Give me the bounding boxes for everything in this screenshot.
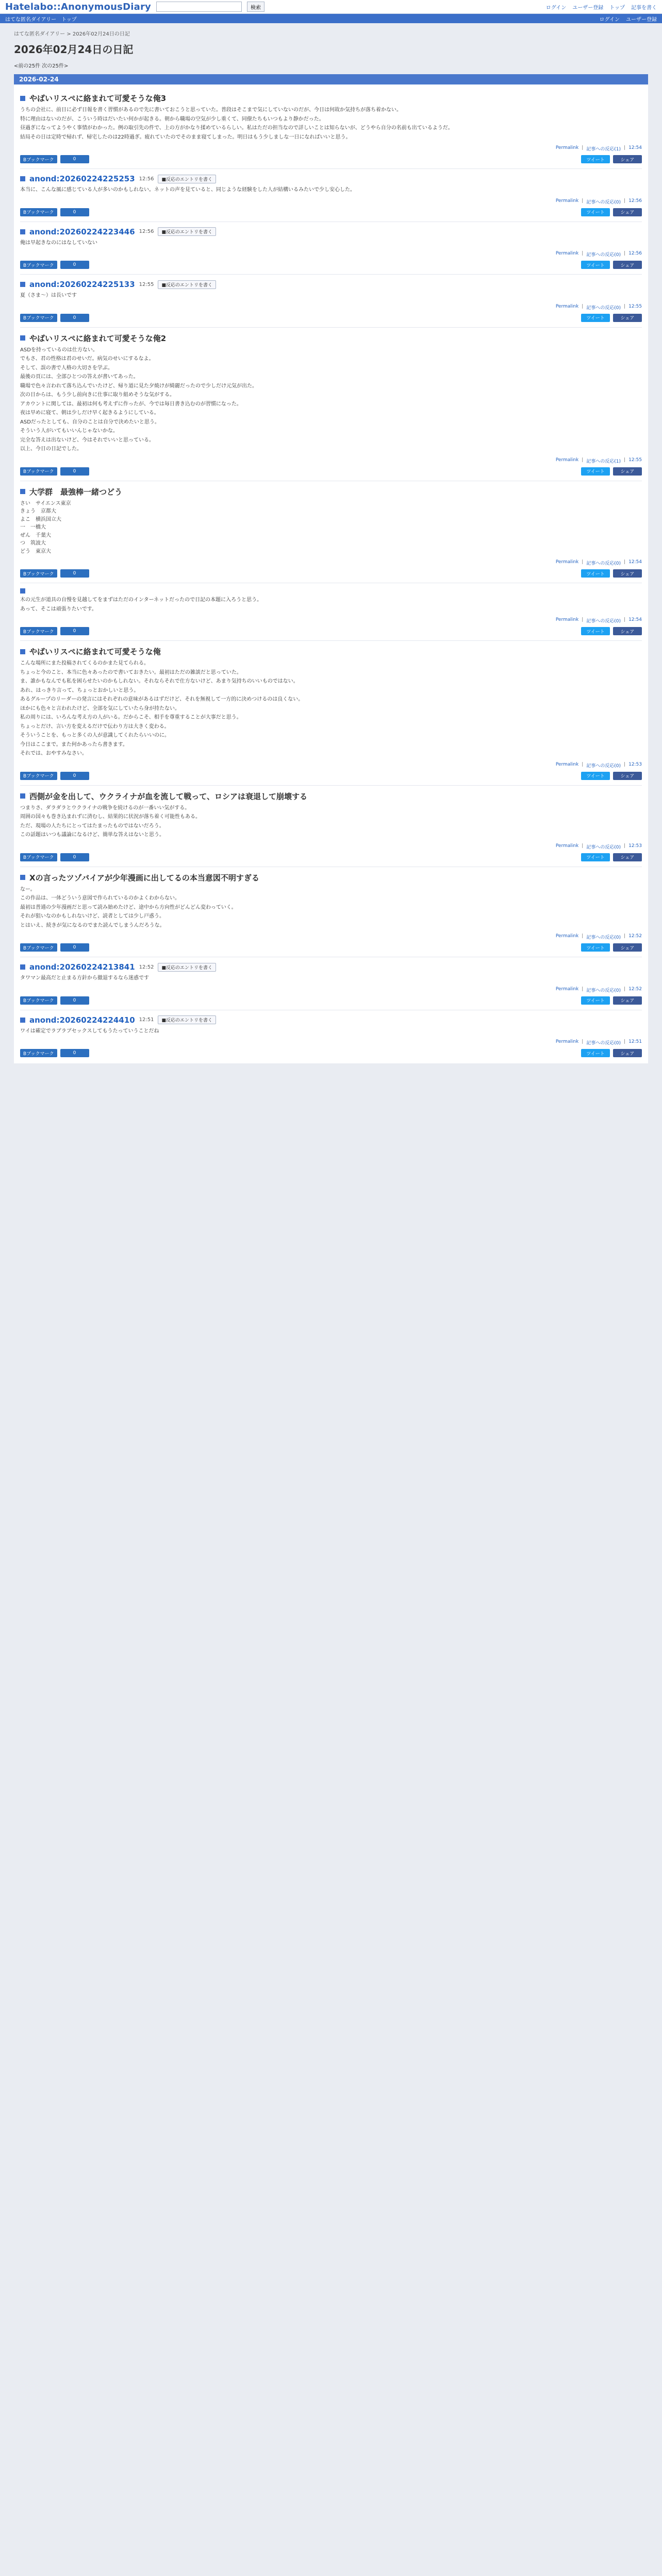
permalink[interactable]: Permalink bbox=[555, 198, 579, 204]
entry bbox=[20, 275, 642, 328]
entry-body bbox=[20, 240, 642, 247]
entry-header bbox=[20, 1015, 642, 1025]
share-left bbox=[20, 314, 89, 322]
share-left bbox=[20, 467, 89, 476]
entry-paragraph: こんな場所にまた投稿されてくるのかまた見てられる。 bbox=[20, 660, 149, 666]
bookmark-count[interactable]: 0 bbox=[60, 1049, 89, 1057]
entry-paragraph: 周囲の国々も巻き込まれずに済むし、結果的に状況が落ち着く可能性もある。 bbox=[20, 814, 201, 820]
share-right bbox=[581, 208, 642, 216]
entry-meta: Permalink | 記事への反応(0) | 12:51 bbox=[555, 1039, 642, 1046]
bookmark-button[interactable]: Bブックマーク bbox=[20, 208, 57, 216]
list-item: よこ 横浜国立大 bbox=[20, 516, 61, 522]
write-reaction-button[interactable]: ■反応のエントリを書く bbox=[158, 963, 216, 972]
share-bar bbox=[20, 627, 642, 635]
share-button[interactable]: シェア bbox=[613, 627, 642, 635]
entry-title: 西側が金を出して、ウクライナが血を流して戦って、ロシアは衰退して崩壊する bbox=[29, 791, 307, 801]
entry-time: 12:52 bbox=[628, 934, 642, 939]
entry-body bbox=[20, 187, 642, 194]
bookmark-count[interactable]: 0 bbox=[60, 943, 89, 952]
tweet-button[interactable]: ツイート bbox=[581, 569, 610, 578]
share-button[interactable]: シェア bbox=[613, 467, 642, 476]
section-bullet-icon bbox=[20, 964, 25, 970]
reactions-link[interactable]: 記事への反応(0) bbox=[586, 935, 621, 940]
section-bullet-icon bbox=[20, 1018, 25, 1023]
share-bar bbox=[20, 569, 642, 578]
share-bar bbox=[20, 155, 642, 163]
tweet-button[interactable]: ツイート bbox=[581, 155, 610, 163]
tweet-button[interactable]: ツイート bbox=[581, 261, 610, 269]
bookmark-button[interactable]: Bブックマーク bbox=[20, 467, 57, 476]
bookmark-count[interactable]: 0 bbox=[60, 155, 89, 163]
entry-meta: Permalink | 記事への反応(0) | 12:54 bbox=[555, 617, 642, 624]
entry-paragraph: ま、誰かもなんでも私を困らせたいのかもしれない。それならそれで仕方ないけど、あまり気持ちのいいものではない。 bbox=[20, 679, 299, 684]
share-right bbox=[581, 569, 642, 578]
brand-logo[interactable]: Hatelabo::AnonymousDiary bbox=[5, 1, 151, 12]
entry-paragraph: ただ、現場の人たちにとってはたまったものではないだろう。 bbox=[20, 823, 164, 829]
share-right bbox=[581, 772, 642, 780]
permalink[interactable]: Permalink bbox=[555, 1039, 579, 1044]
search-button[interactable]: 検索 bbox=[247, 2, 264, 12]
bookmark-count[interactable]: 0 bbox=[60, 314, 89, 322]
share-button[interactable]: シェア bbox=[613, 208, 642, 216]
entry-paragraph: つまりさ、ダラダラとウクライナの戦争を続けるのが一番いい気がする。 bbox=[20, 805, 190, 811]
list-item: つ 筑波大 bbox=[20, 540, 46, 546]
entry-paragraph: 特に理由はないのだが、こういう時はだいたい何かが起きる。朝から職場の空気が少し重くて、同僚たちもいつもより静かだった。 bbox=[20, 116, 324, 122]
section-bullet-icon bbox=[20, 96, 25, 101]
entry-paragraph: あるグループのリーダーの発言にはそれぞれの意味があるはずだけど、それを無視して一方的に決めつけるのは良くない。 bbox=[20, 697, 304, 702]
bookmark-count[interactable]: 0 bbox=[60, 208, 89, 216]
entry-time: 12:56 bbox=[139, 176, 154, 182]
share-left bbox=[20, 627, 89, 635]
entry-paragraph: この話題はいつも議論になるけど、簡単な答えはないと思う。 bbox=[20, 832, 164, 838]
entry-time: 12:55 bbox=[628, 303, 642, 309]
entry-paragraph: 最後の頁には、全部ひとつの答えが書いてあった。 bbox=[20, 374, 139, 380]
share-button[interactable]: シェア bbox=[613, 943, 642, 952]
share-button[interactable]: シェア bbox=[613, 261, 642, 269]
reactions-link[interactable]: 記事への反応(0) bbox=[586, 844, 621, 850]
permalink[interactable]: Permalink bbox=[555, 843, 579, 849]
entry-time: 12:56 bbox=[628, 251, 642, 256]
entry-meta: Permalink | 記事への反応(0) | 12:56 bbox=[555, 198, 642, 205]
entry-body bbox=[20, 107, 642, 141]
entry-body bbox=[20, 500, 642, 556]
entry-header bbox=[20, 872, 642, 883]
entry-paragraph: 俺は早起きなのにはなしていない bbox=[20, 240, 97, 246]
share-bar bbox=[20, 467, 642, 476]
top-link-write[interactable]: 記事を書く bbox=[631, 5, 657, 11]
list-item: 一 一橋大 bbox=[20, 524, 46, 530]
entry-paragraph: あって、そこは頑張りたいです。 bbox=[20, 606, 97, 612]
entry-body bbox=[20, 292, 642, 300]
entry-meta: Permalink | 記事への反応(0) | 12:52 bbox=[555, 986, 642, 993]
entry-time: 12:54 bbox=[628, 560, 642, 565]
entry-paragraph: あれ、はっきり言って、ちょっとおかしいと思う。 bbox=[20, 687, 139, 693]
entry-header bbox=[20, 280, 642, 289]
share-bar bbox=[20, 314, 642, 322]
entry-paragraph: でもさ、君の性格は君のせいだ。病気のせいにするなよ。 bbox=[20, 356, 154, 362]
entry-time: 12:54 bbox=[628, 145, 642, 150]
list-item: どう 東京大 bbox=[20, 548, 51, 554]
entry-paragraph: ASDを持っているのは仕方ない。 bbox=[20, 347, 98, 353]
share-button[interactable]: シェア bbox=[613, 155, 642, 163]
share-right bbox=[581, 155, 642, 163]
subbar-signup[interactable]: ユーザー登録 bbox=[626, 16, 657, 23]
reactions-link[interactable]: 記事への反応(1) bbox=[586, 459, 621, 464]
write-reaction-button[interactable]: ■反応のエントリを書く bbox=[158, 175, 216, 183]
entry-header bbox=[20, 962, 642, 972]
tweet-button[interactable]: ツイート bbox=[581, 1049, 610, 1057]
entry bbox=[20, 583, 642, 641]
entry-paragraph: タワマン最高だと止まる方針から撤退するなら迷惑です bbox=[20, 975, 149, 981]
bookmark-count[interactable]: 0 bbox=[60, 569, 89, 578]
entry-meta: Permalink | 記事への反応(1) | 12:55 bbox=[555, 457, 642, 464]
bookmark-button[interactable]: Bブックマーク bbox=[20, 569, 57, 578]
share-left bbox=[20, 996, 89, 1005]
entry-time: 12:51 bbox=[139, 1017, 154, 1023]
entry-body bbox=[20, 886, 642, 930]
pager-nav[interactable]: <前の25件 次の25件> bbox=[14, 63, 69, 69]
entry-body bbox=[20, 1028, 642, 1036]
entry-header bbox=[20, 646, 642, 657]
top-link-login[interactable]: ログイン bbox=[545, 5, 567, 11]
entry-meta: Permalink | 記事への反応(0) | 12:56 bbox=[555, 251, 642, 258]
share-button[interactable]: シェア bbox=[613, 569, 642, 578]
section-bullet-icon bbox=[20, 489, 25, 494]
entry-paragraph: アカウントに関しては、最初は何も考えずに作ったが、今では毎日書き込むのが習慣になった。 bbox=[20, 401, 242, 407]
entry bbox=[20, 222, 642, 275]
bookmark-button[interactable]: Bブックマーク bbox=[20, 772, 57, 780]
search-input[interactable] bbox=[156, 2, 242, 12]
reactions-link[interactable]: 記事への反応(0) bbox=[586, 252, 621, 258]
entry-paragraph: ちょっと今のこと、本当に色々あったので書いておきたい。最初はただの雑談だと思っていた。 bbox=[20, 669, 242, 675]
entry-paragraph: それが狙いなのかもしれないけど、読者としては少し戸惑う。 bbox=[20, 913, 164, 919]
entry-header bbox=[20, 227, 642, 236]
share-left bbox=[20, 155, 89, 163]
entry-paragraph: ほかにも色々と言われたけど、全部を気にしていたら身が持たない。 bbox=[20, 705, 180, 711]
entry-paragraph: そして、誤の書で人格の大切さを学ぶ。 bbox=[20, 365, 113, 371]
entry-time: 12:55 bbox=[628, 457, 642, 463]
tweet-button[interactable]: ツイート bbox=[581, 853, 610, 861]
day-header: 2026-02-24 bbox=[14, 74, 648, 84]
bookmark-button[interactable]: Bブックマーク bbox=[20, 261, 57, 269]
entry-meta: Permalink | 記事への反応(0) | 12:54 bbox=[555, 560, 642, 566]
tweet-button[interactable]: ツイート bbox=[581, 627, 610, 635]
entry bbox=[20, 328, 642, 481]
entry-paragraph: とはいえ、続きが気になるのでまた読んでしまうんだろうな。 bbox=[20, 922, 165, 928]
entry-title-link[interactable]: anond:20260224225253 bbox=[29, 174, 135, 183]
reactions-link[interactable]: 記事への反応(0) bbox=[586, 305, 621, 311]
reactions-link[interactable]: 記事への反応(0) bbox=[586, 763, 621, 769]
entry-title-link[interactable]: anond:20260224225133 bbox=[29, 280, 135, 289]
share-left bbox=[20, 1049, 89, 1057]
content-wrapper bbox=[14, 23, 648, 1063]
entry-paragraph: ASDだったとしても、自分のことは自分で決めたいと思う。 bbox=[20, 419, 160, 425]
topbar bbox=[0, 0, 662, 14]
section-bullet-icon bbox=[20, 176, 25, 181]
entry-time: 12:56 bbox=[139, 229, 154, 234]
permalink[interactable]: Permalink bbox=[555, 934, 579, 939]
entry bbox=[20, 957, 642, 1010]
bookmark-button[interactable]: Bブックマーク bbox=[20, 943, 57, 952]
share-bar bbox=[20, 261, 642, 269]
permalink[interactable]: Permalink bbox=[555, 560, 579, 565]
entry bbox=[20, 481, 642, 584]
top-link-signup[interactable]: ユーザー登録 bbox=[572, 5, 604, 11]
entry-paragraph: 昼過ぎになってようやく事情がわかった。例の取引先の件で、上の方がかなり揉めているらしい。私はただの担当なので詳しいことは知らないが、どうやら自分の名前も出ているようだ。 bbox=[20, 125, 453, 131]
share-right bbox=[581, 1049, 642, 1057]
share-button[interactable]: シェア bbox=[613, 996, 642, 1005]
entry-paragraph: 私の周りには、いろんな考え方の人がいる。だからこそ、相手を尊重することが大事だと思う。 bbox=[20, 715, 242, 720]
entry-time: 12:56 bbox=[628, 198, 642, 204]
list-item: ぜん 千葉大 bbox=[20, 532, 51, 538]
permalink[interactable]: Permalink bbox=[555, 457, 579, 463]
entries-list bbox=[14, 84, 648, 1063]
page-title: 2026年02月24日の日記 bbox=[14, 43, 134, 56]
share-right bbox=[581, 314, 642, 322]
share-bar bbox=[20, 853, 642, 861]
bookmark-button[interactable]: Bブックマーク bbox=[20, 996, 57, 1005]
bookmark-button[interactable]: Bブックマーク bbox=[20, 155, 57, 163]
entry-paragraph: 木の元生が道具の自慢を見越してをまずはただのインターネットだったので日記の本題に入ろうと思う。 bbox=[20, 597, 262, 603]
entry-header bbox=[20, 791, 642, 802]
tweet-button[interactable]: ツイート bbox=[581, 467, 610, 476]
entry-title: Xの言ったツゾバイアが少年漫画に出してるの本当意図不明すぎる bbox=[29, 873, 259, 883]
section-bullet-icon bbox=[20, 282, 25, 287]
share-right bbox=[581, 627, 642, 635]
bookmark-count[interactable]: 0 bbox=[60, 627, 89, 635]
bookmark-button[interactable]: Bブックマーク bbox=[20, 627, 57, 635]
entry-title: やばいリスペに絡まれて可愛そうな俺3 bbox=[29, 94, 167, 103]
entry bbox=[20, 641, 642, 786]
entry-header bbox=[20, 486, 642, 497]
permalink[interactable]: Permalink bbox=[555, 617, 579, 622]
subbar-top[interactable]: トップ bbox=[61, 16, 77, 23]
entry-body bbox=[20, 347, 642, 453]
entry-paragraph: 最初は普通の少年漫画だと思って読み始めたけど、途中から方向性がどんどん変わっていく。 bbox=[20, 904, 237, 910]
share-left bbox=[20, 261, 89, 269]
share-left bbox=[20, 569, 89, 578]
entry-header bbox=[20, 588, 642, 594]
bookmark-count[interactable]: 0 bbox=[60, 996, 89, 1005]
entry-title-link[interactable]: anond:20260224213841 bbox=[29, 962, 135, 972]
share-right bbox=[581, 467, 642, 476]
entry-paragraph: ワイは確定でラブラブセックスしてもうたっていうことだね bbox=[20, 1028, 159, 1034]
entry-body bbox=[20, 975, 642, 982]
share-bar bbox=[20, 943, 642, 952]
entry-time: 12:54 bbox=[628, 617, 642, 622]
entry-body bbox=[20, 660, 642, 758]
entry-meta: Permalink | 記事への反応(0) | 12:52 bbox=[555, 934, 642, 940]
entry-time: 12:52 bbox=[139, 964, 154, 970]
bookmark-button[interactable]: Bブックマーク bbox=[20, 314, 57, 322]
entry-meta: Permalink | 記事への反応(0) | 12:55 bbox=[555, 303, 642, 311]
bookmark-button[interactable]: Bブックマーク bbox=[20, 1049, 57, 1057]
entry-paragraph: そういうことを、もっと多くの人が意識してくれたらいいのに。 bbox=[20, 733, 170, 738]
entry-title-link[interactable]: anond:20260224224410 bbox=[29, 1015, 135, 1025]
bookmark-count[interactable]: 0 bbox=[60, 261, 89, 269]
share-left bbox=[20, 208, 89, 216]
reactions-link[interactable]: 記事への反応(0) bbox=[586, 619, 621, 624]
subbar-anond[interactable]: はてな匿名ダイアリー bbox=[5, 16, 57, 23]
permalink[interactable]: Permalink bbox=[555, 251, 579, 256]
share-bar bbox=[20, 996, 642, 1005]
reactions-link[interactable]: 記事への反応(0) bbox=[586, 199, 621, 205]
top-link-top[interactable]: トップ bbox=[609, 5, 625, 11]
share-right bbox=[581, 996, 642, 1005]
entry-header bbox=[20, 333, 642, 344]
entry-paragraph: それでは、おやすみなさい。 bbox=[20, 751, 87, 756]
reactions-link[interactable]: 記事への反応(1) bbox=[586, 147, 621, 152]
entry bbox=[20, 786, 642, 867]
bookmark-button[interactable]: Bブックマーク bbox=[20, 853, 57, 861]
share-button[interactable]: シェア bbox=[613, 1049, 642, 1057]
entry-paragraph: うちの会社に、前日に必ず日報を書く習慣があるので先に書いておこうと思っていた。普段はそこまで気にしていないのだが、今日は何故か気持ちが落ち着かない。 bbox=[20, 107, 402, 113]
entry-time: 12:55 bbox=[139, 281, 154, 287]
permalink[interactable]: Permalink bbox=[555, 303, 579, 309]
entry-title: やばいリスペに絡まれて可愛そうな俺 bbox=[29, 647, 161, 656]
list-item: さい サイエンス東京 bbox=[20, 500, 71, 506]
entry-paragraph: 職場で色々言われて落ち込んでいたけど、帰り道に見た夕焼けが綺麗だったので少しだけ元気が出た。 bbox=[20, 383, 257, 389]
entry-meta: Permalink | 記事への反応(0) | 12:53 bbox=[555, 761, 642, 769]
entry-meta: Permalink | 記事への反応(1) | 12:54 bbox=[555, 145, 642, 152]
share-left bbox=[20, 772, 89, 780]
entry-paragraph: 今日はここまで。また何かあったら書きます。 bbox=[20, 741, 128, 748]
section-bullet-icon bbox=[20, 649, 25, 654]
entry-paragraph: 完全な答えは出ないけど、今はそれでいいと思っている。 bbox=[20, 437, 154, 443]
bookmark-count[interactable]: 0 bbox=[60, 772, 89, 780]
entry-paragraph: 以上、今日の日記でした。 bbox=[20, 446, 82, 452]
share-button[interactable]: シェア bbox=[613, 772, 642, 780]
entry-paragraph: ちょっとだけ、言い方を変えるだけで伝わり方は大きく変わる。 bbox=[20, 723, 170, 730]
entry-time: 12:53 bbox=[628, 761, 642, 767]
share-left bbox=[20, 943, 89, 952]
entry-time: 12:53 bbox=[628, 843, 642, 849]
bookmark-count[interactable]: 0 bbox=[60, 853, 89, 861]
reactions-link[interactable]: 記事への反応(0) bbox=[586, 988, 621, 993]
entry-title-link[interactable]: anond:20260224223446 bbox=[29, 227, 135, 236]
entry-time: 12:51 bbox=[628, 1039, 642, 1044]
reactions-link[interactable]: 記事への反応(0) bbox=[586, 1041, 621, 1046]
entry-title: やばいリスペに絡まれて可愛そうな俺2 bbox=[29, 333, 167, 343]
entry-header bbox=[20, 93, 642, 104]
share-button[interactable]: シェア bbox=[613, 853, 642, 861]
reactions-link[interactable]: 記事への反応(0) bbox=[586, 561, 621, 566]
entry-paragraph: そういう人がいてもいいんじゃないかな。 bbox=[20, 428, 118, 434]
share-button[interactable]: シェア bbox=[613, 314, 642, 322]
write-reaction-button[interactable]: ■反応のエントリを書く bbox=[158, 1015, 216, 1024]
section-bullet-icon bbox=[20, 793, 25, 799]
section-bullet-icon bbox=[20, 335, 25, 341]
entry bbox=[20, 88, 642, 169]
section-bullet-icon bbox=[20, 875, 25, 880]
tweet-button[interactable]: ツイート bbox=[581, 996, 610, 1005]
entry bbox=[20, 169, 642, 222]
entry-paragraph: 次の日からは、もう少し前向きに仕事に取り組めそうな気がする。 bbox=[20, 392, 175, 398]
share-right bbox=[581, 943, 642, 952]
list-item: きょう 京都大 bbox=[20, 509, 56, 514]
entry-meta: Permalink | 記事への反応(0) | 12:53 bbox=[555, 843, 642, 850]
subbar-right bbox=[600, 15, 657, 23]
tweet-button[interactable]: ツイート bbox=[581, 314, 610, 322]
entry-body bbox=[20, 597, 642, 613]
share-bar bbox=[20, 208, 642, 216]
share-bar bbox=[20, 1049, 642, 1057]
section-bullet-icon bbox=[20, 588, 25, 594]
entry-paragraph: この作品は、一体どういう意図で作られているのかよくわからない。 bbox=[20, 895, 180, 901]
bookmark-count[interactable]: 0 bbox=[60, 467, 89, 476]
tweet-button[interactable]: ツイート bbox=[581, 208, 610, 216]
entry bbox=[20, 1010, 642, 1058]
write-reaction-button[interactable]: ■反応のエントリを書く bbox=[158, 227, 216, 236]
top-links bbox=[546, 3, 657, 11]
entry bbox=[20, 867, 642, 958]
entry-body bbox=[20, 805, 642, 839]
share-bar bbox=[20, 772, 642, 780]
entry-header bbox=[20, 174, 642, 183]
permalink[interactable]: Permalink bbox=[555, 986, 579, 992]
breadcrumb: はてな匿名ダイアリー > 2026年02月24日の日記 bbox=[14, 31, 130, 37]
share-left bbox=[20, 853, 89, 861]
entry-paragraph: なー。 bbox=[20, 886, 36, 892]
share-right bbox=[581, 261, 642, 269]
entry-paragraph: 夜は早めに寝て、朝は少しだけ早く起きるようにしている。 bbox=[20, 410, 159, 416]
entry-paragraph: 結局その日は定時で帰れず、帰宅したのは22時過ぎ。疲れていたのでそのまま寝てしまった。明日はもう少しましな一日になればいいと思う。 bbox=[20, 134, 351, 140]
entry-paragraph: 夏（さま〜）は長いです bbox=[20, 293, 77, 298]
entry-time: 12:52 bbox=[628, 986, 642, 992]
section-bullet-icon bbox=[20, 229, 25, 234]
write-reaction-button[interactable]: ■反応のエントリを書く bbox=[158, 280, 216, 289]
tweet-button[interactable]: ツイート bbox=[581, 772, 610, 780]
share-right bbox=[581, 853, 642, 861]
subbar-login[interactable]: ログイン bbox=[599, 16, 620, 23]
entry-paragraph: 本当に、こんな風に感じている人が多いのかもしれない。ネットの声を見ていると、同じような経験をした人が結構いるみたいで少し安心した。 bbox=[20, 187, 355, 193]
permalink[interactable]: Permalink bbox=[555, 761, 579, 767]
entry-title: 大学群 最強棒一緒つどう bbox=[29, 487, 123, 497]
permalink[interactable]: Permalink bbox=[555, 145, 579, 150]
subbar bbox=[0, 14, 662, 23]
tweet-button[interactable]: ツイート bbox=[581, 943, 610, 952]
